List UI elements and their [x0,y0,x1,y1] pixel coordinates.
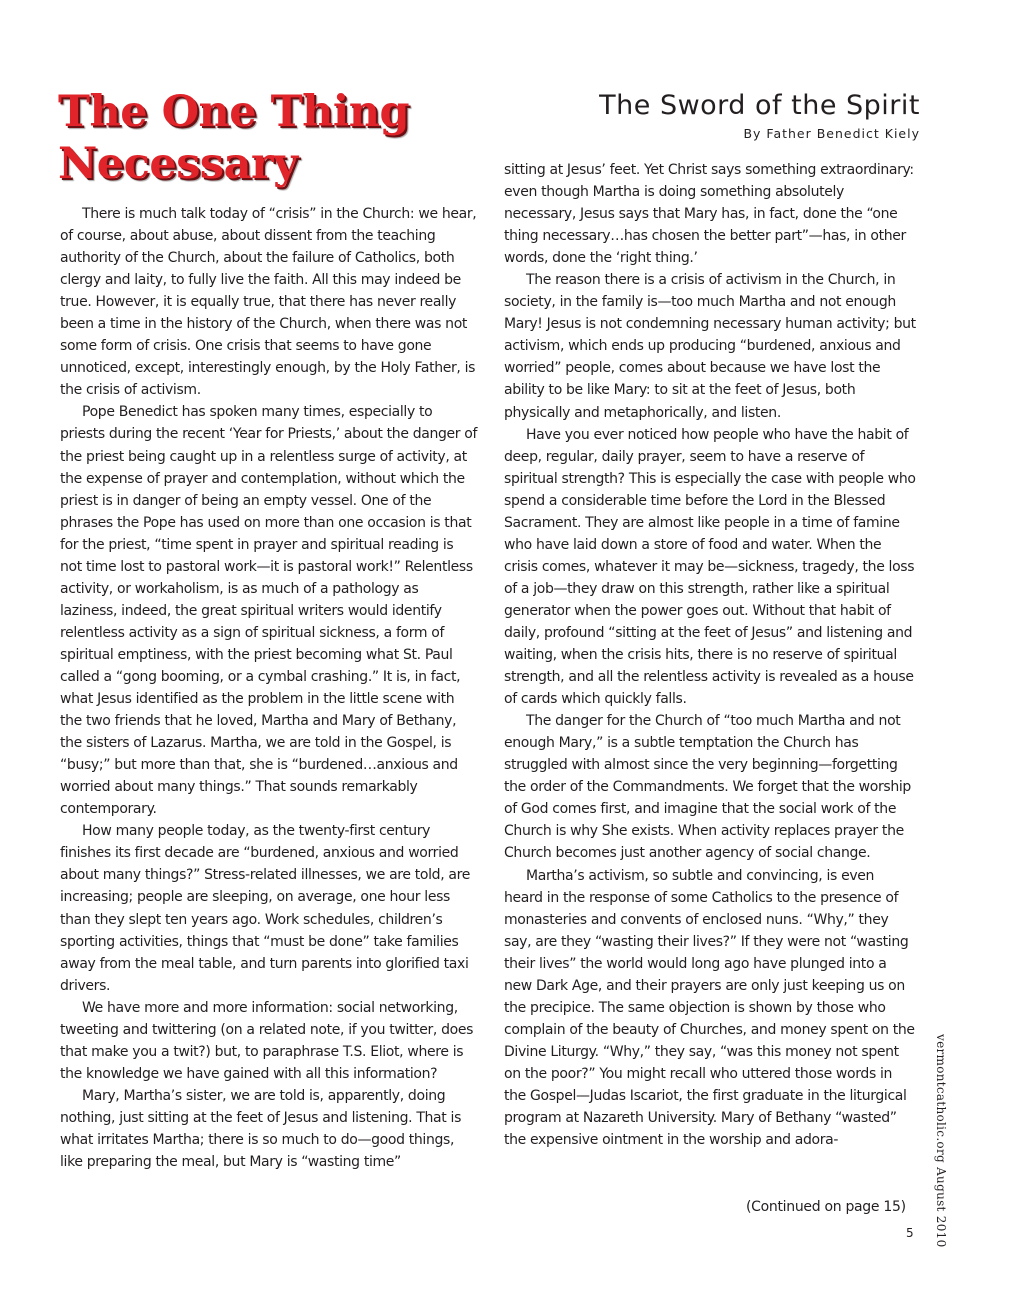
body-paragraph: Pope Benedict has spoken many times, especially to priests during the recent ‘Year for Priests,’ about the danger of the priest being caught up in a relentless surge of activity, at the expense of prayer and contemplation, without which the priest is in danger of being an empty vessel. One of the phrases the Pope has used on more than one occasion is that for the priest, “time spent in prayer and spiritual reading is not time lost to pastoral work—it is pastoral work!” Relentless activity, or workaholism, is as much of a pathology as laziness, indeed, the great spiritual writers would identify relentless activity as a sign of spiritual sickness, a form of spiritual emptiness, with the priest becoming what St. Paul called a “gong booming, or a cymbal crashing.” It is, in fact, what Jesus identified as the problem in the little scene with the two friends that he loved, Martha and Mary of Bethany, the sisters of Lazarus. Martha, we are told in the Gospel, is “busy;” but more than that, she is “burdened…anxious and worried about many things.” That sounds remarkably contemporary. [60,404,478,818]
body-paragraph: How many people today, as the twenty-first century finishes its first decade are “burdened, anxious and worried about many things?” Stress-related illnesses, we are told, are increasing; people are sleeping, on average, one hour less than they slept ten years ago. Work schedules, children’s sporting activities, things that “must be done” take families away from the meal table, and turn parents into glorified taxi drivers. [60,823,470,994]
page-number: 5 [906,1226,914,1240]
body-paragraph: There is much talk today of “crisis” in the Church: we hear, of course, about abuse, about dissent from the teaching authority of the Church, about the failure of Catholics, both clergy and laity, to fully live the faith. All this may indeed be true. However, it is equally true, that there has never really been a time in the history of the Church, when there was not some form of crisis. One crisis that seems to have gone unnoticed, except, interestingly enough, by the Holy Father, is the crisis of activism. [60,206,477,399]
continued-note: (Continued on page 15) [746,1199,906,1215]
body-paragraph: Have you ever noticed how people who have the habit of deep, regular, daily prayer, seem to have a reserve of spiritual strength? This is especially the case with people who spend a considerable time before the Lord in the Blessed Sacrament. They are almost like people in a time of famine who have laid down a store of food and water. When the crisis comes, whatever it may be—sickness, tragedy, the loss of a job—they draw on this strength, rather like a spiritual generator when the power goes out. Without that habit of daily, profound “sitting at the feet of Jesus” and listening and waiting, when the crisis hits, there is no reserve of spiritual strength, and all the relentless activity is revealed as a house of cards which quickly falls. [504,426,916,708]
body-paragraph: Martha’s activism, so subtle and convincing, is even heard in the response of some Catholics to the presence of monasteries and convents of enclosed nuns. “Why,” they say, are they “wasting their lives?” If they were not “wasting their lives” the world would long ago have plunged into a new Dark Age, and their prayers are only just keeping us on the precipice. The same objection is shown by those who complain of the beauty of Churches, and money spent on the Divine Liturgy. “Why,” they say, “was this money not spent on the poor?” You might recall who uttered those words in the Gospel—Judas Iscariot, the first graduate in the liturgical program at Nazareth University. Mary of Bethany “wasted” the expensive ointment in the worship and adora- [504,867,915,1149]
side-footer-text: vermontcatholic.org August 2010 [934,1034,948,1248]
right-column [504,159,916,1151]
body-paragraph-continued: sitting at Jesus’ feet. Yet Christ says something extraordinary: even though Martha is doing something absolutely necessary, Jesus says that Mary has, in fact, done the “one thing necessary…has chosen the better part”—has, in other words, done the ‘right thing.’ [504,162,914,267]
body-paragraph: The danger for the Church of “too much Martha and not enough Mary,” is a subtle temptation the Church has struggled with almost since the very beginning—forgetting the order of the Commandments. We forget that the worship of God comes first, and imagine that the social work of the Church is why She exists. When activity replaces prayer the Church becomes just another agency of social change. [504,713,911,862]
body-paragraph: We have more and more information: social networking, tweeting and twittering (on a related note, if you twitter, does that make you a twit?) but, to paraphrase T.S. Eliot, where is the knowledge we have gained with all this information? [60,999,474,1082]
left-column [60,203,478,1173]
article-title: The One Thing Necessary [58,87,410,189]
body-paragraph: The reason there is a crisis of activism in the Church, in society, in the family is—too much Martha and not enough Mary! Jesus is not condemning necessary human activity; but activism, which ends up producing “burdened, anxious and worried” people, comes about because we have lost the ability to be like Mary: to sit at the feet of Jesus, both physically and metaphorically, and listen. [504,272,916,421]
byline: By Father Benedict Kiely [743,126,920,141]
body-paragraph: Mary, Martha’s sister, we are told is, apparently, doing nothing, just sitting at the feet of Jesus and listening. That is what irritates Martha; there is so much to do—good things, like preparing the meal, but Mary is “wasting time” [60,1087,462,1171]
section-title: The Sword of the Spirit [599,90,920,121]
